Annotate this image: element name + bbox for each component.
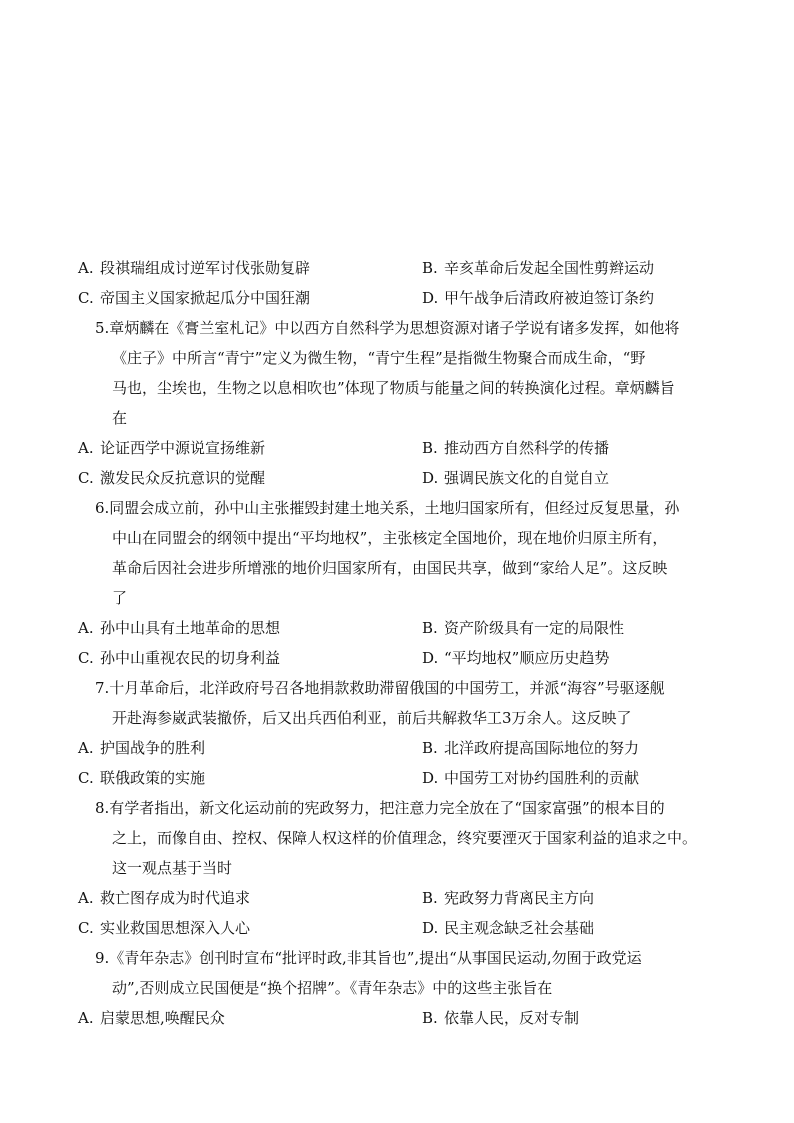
q8-option-row-2 <box>78 913 738 943</box>
q8-stem-line-1: 8.有学者指出，新文化运动前的宪政努力，把注意力完全放在了“国家富强”的根本目的 <box>95 799 665 817</box>
option-letter: C. <box>78 919 94 937</box>
option-text: 联俄政策的实施 <box>100 769 206 787</box>
q6-option-row-1 <box>78 613 738 643</box>
option-letter: D. <box>422 289 439 307</box>
option-letter: B. <box>422 739 438 757</box>
option-letter: A. <box>78 259 94 277</box>
q6-stem-line-3: 革命后因社会进步所增涨的地价归国家所有，由国民共享，做到“家给人足”。这反映 <box>112 559 668 577</box>
option-text: 论证西学中源说宣扬维新 <box>100 439 266 457</box>
q7-stem-line-1: 7.十月革命后，北洋政府号召各地捐款救助滞留俄国的中国劳工，并派“海容”号驱逐舰 <box>95 679 665 697</box>
option-text: 北洋政府提高国际地位的努力 <box>444 739 640 757</box>
question-content <box>78 253 738 1033</box>
option-text: 甲午战争后清政府被迫签订条约 <box>444 289 655 307</box>
option-letter: A. <box>78 1009 94 1027</box>
q9-option-b[interactable] <box>422 1003 579 1033</box>
q9-stem-line-2: 动”,否则成立民国便是“换个招牌”。《青年杂志》中的这些主张旨在 <box>112 979 553 997</box>
option-letter: C. <box>78 769 94 787</box>
q6-stem-line-2: 中山在同盟会的纲领中提出“平均地权”，主张核定全国地价，现在地价归原主所有， <box>112 529 668 547</box>
option-text: 孙中山重视农民的切身利益 <box>100 649 281 667</box>
option-letter: C. <box>78 649 94 667</box>
q6-stem-line-1: 6.同盟会成立前，孙中山主张摧毁封建土地关系，土地归国家所有，但经过反复思量，孙 <box>95 499 680 517</box>
q8-stem-line-2: 之上，而像自由、控权、保障人权这样的价值理念，终究要湮灭于国家利益的追求之中。 <box>112 829 698 847</box>
q6-option-d[interactable] <box>422 643 609 673</box>
q8-stem-line-3: 这一观点基于当时 <box>112 859 233 877</box>
option-text: 推动西方自然科学的传播 <box>444 439 610 457</box>
q7-option-row-2 <box>78 763 738 793</box>
option-text: 资产阶级具有一定的局限性 <box>444 619 625 637</box>
option-letter: D. <box>422 919 439 937</box>
q5-option-d[interactable] <box>422 463 609 493</box>
option-text: 护国战争的胜利 <box>100 739 206 757</box>
option-text: 启蒙思想,唤醒民众 <box>100 1009 225 1027</box>
option-text: 民主观念缺乏社会基础 <box>444 919 595 937</box>
option-letter: D. <box>422 769 439 787</box>
option-letter: B. <box>422 619 438 637</box>
q5-option-row-2 <box>78 463 738 493</box>
q4-option-c[interactable] <box>78 283 310 313</box>
q6-option-c[interactable] <box>78 643 280 673</box>
option-text: 依靠人民，反对专制 <box>444 1009 580 1027</box>
q6-stem-line-4: 了 <box>112 589 128 607</box>
q6-option-a[interactable] <box>78 613 280 643</box>
q9-option-a[interactable] <box>78 1003 225 1033</box>
option-letter: B. <box>422 889 438 907</box>
option-letter: B. <box>422 439 438 457</box>
q7-option-c[interactable] <box>78 763 205 793</box>
option-text: 中国劳工对协约国胜利的贡献 <box>444 769 640 787</box>
option-text: 实业救国思想深入人心 <box>100 919 251 937</box>
q5-stem-line-2: 《庄子》中所言“青宁”定义为微生物，“青宁生程”是指微生物聚合而成生命，“野 <box>112 349 646 367</box>
q7-option-d[interactable] <box>422 763 639 793</box>
q9-stem-line-1: 9.《青年杂志》创刊时宣布“批评时政,非其旨也”,提出“从事国民运动,勿囿于政党运 <box>95 949 642 967</box>
q4-option-a[interactable] <box>78 253 310 283</box>
option-letter: B. <box>422 1009 438 1027</box>
option-text: 强调民族文化的自觉自立 <box>444 469 610 487</box>
option-text: 段祺瑞组成讨逆军讨伐张勋复辟 <box>100 259 311 277</box>
option-letter: C. <box>78 469 94 487</box>
option-text: 帝国主义国家掀起瓜分中国狂潮 <box>100 289 311 307</box>
q6-option-b[interactable] <box>422 613 624 643</box>
option-letter: A. <box>78 439 94 457</box>
q8-option-row-1 <box>78 883 738 913</box>
q5-stem-line-1: 5.章炳麟在《膏兰室札记》中以西方自然科学为思想资源对诸子学说有诸多发挥，如他将 <box>95 319 680 337</box>
q7-option-row-1 <box>78 733 738 763</box>
q8-option-c[interactable] <box>78 913 250 943</box>
q7-option-b[interactable] <box>422 733 639 763</box>
option-letter: A. <box>78 889 94 907</box>
option-letter: D. <box>422 469 439 487</box>
option-text: 宪政努力背离民主方向 <box>444 889 595 907</box>
q4-option-d[interactable] <box>422 283 654 313</box>
option-text: “平均地权”顺应历史趋势 <box>444 649 610 667</box>
q5-option-a[interactable] <box>78 433 265 463</box>
q4-option-b[interactable] <box>422 253 654 283</box>
option-text: 救亡图存成为时代追求 <box>100 889 251 907</box>
option-letter: D. <box>422 649 439 667</box>
q5-option-c[interactable] <box>78 463 265 493</box>
q4-option-row-2 <box>78 283 738 313</box>
option-text: 辛亥革命后发起全国性剪辫运动 <box>444 259 655 277</box>
q4-option-row-1 <box>78 253 738 283</box>
q5-stem-line-4: 在 <box>112 409 128 427</box>
option-letter: A. <box>78 739 94 757</box>
q5-option-row-1 <box>78 433 738 463</box>
q8-option-d[interactable] <box>422 913 594 943</box>
option-text: 激发民众反抗意识的觉醒 <box>100 469 266 487</box>
q8-option-b[interactable] <box>422 883 594 913</box>
option-letter: B. <box>422 259 438 277</box>
option-letter: C. <box>78 289 94 307</box>
option-letter: A. <box>78 619 94 637</box>
q9-option-row-1 <box>78 1003 738 1033</box>
q6-option-row-2 <box>78 643 738 673</box>
q5-stem-line-3: 马也，尘埃也，生物之以息相吹也”体现了物质与能量之间的转换演化过程。章炳麟旨 <box>112 379 675 397</box>
option-text: 孙中山具有土地革命的思想 <box>100 619 281 637</box>
q7-option-a[interactable] <box>78 733 205 763</box>
q7-stem-line-2: 开赴海参崴武装撤侨，后又出兵西伯利亚，前后共解救华工3万余人。这反映了 <box>112 709 632 727</box>
q8-option-a[interactable] <box>78 883 250 913</box>
q5-option-b[interactable] <box>422 433 609 463</box>
